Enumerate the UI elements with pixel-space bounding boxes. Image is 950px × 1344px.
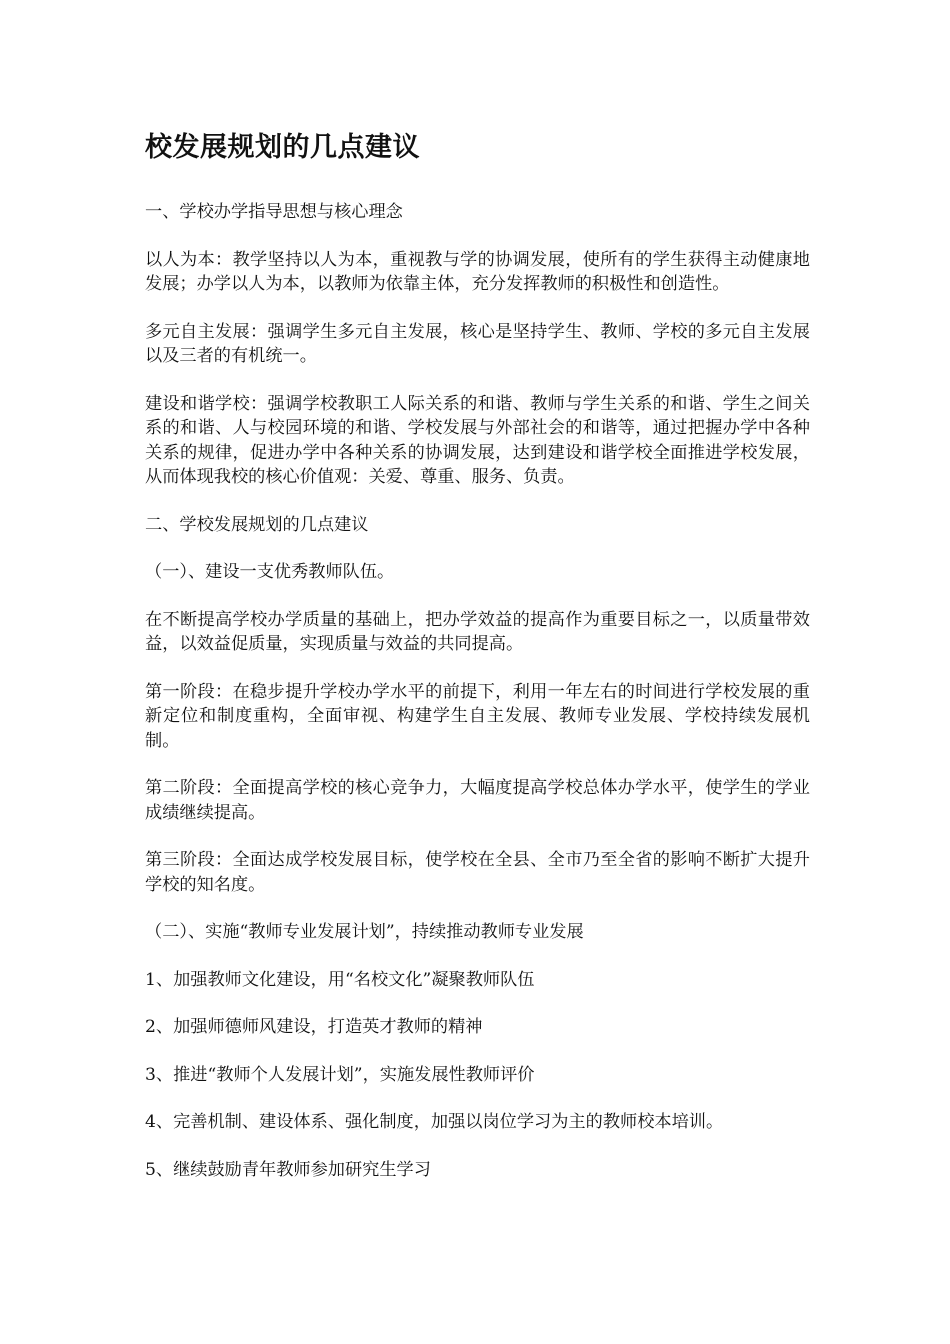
list-item-1: 1、加强教师文化建设，用“名校文化”凝聚教师队伍 bbox=[145, 969, 535, 990]
paragraph-stage-2: 第二阶段：全面提高学校的核心竞争力，大幅度提高学校总体办学水平，使学生的学业成绩继续提高。 bbox=[145, 778, 810, 823]
paragraph-quality-efficiency: 在不断提高学校办学质量的基础上，把办学效益的提高作为重要目标之一，以质量带效益，以效益促质量，实现质量与效益的共同提高。 bbox=[145, 609, 810, 654]
document-page bbox=[145, 128, 810, 1205]
subsection-heading-1: （一）、建设一支优秀教师队伍。 bbox=[145, 562, 395, 582]
list-item-5: 5、继续鼓励青年教师参加研究生学习 bbox=[145, 1159, 431, 1180]
subsection-heading-2: （二）、实施“教师专业发展计划”，持续推动教师专业发展 bbox=[145, 922, 584, 942]
section-heading-2: 二、学校发展规划的几点建议 bbox=[145, 514, 369, 535]
list-item-2: 2、加强师德师风建设，打造英才教师的精神 bbox=[145, 1017, 483, 1037]
list-item-4: 4、完善机制、建设体系、强化制度，加强以岗位学习为主的教师校本培训。 bbox=[145, 1112, 724, 1132]
paragraph-harmonious-school: 建设和谐学校：强调学校教职工人际关系的和谐、教师与学生关系的和谐、学生之间关系的和谐、人与校园环境的和谐、学校发展与外部社会的和谐等，通过把握办学中各种关系的规律，促进办学中各种关系的协调发展，达到建设和谐学校全面推进学校发展，从而体现我校的核心价值观：关爱、尊重、服务、负责。 bbox=[145, 393, 810, 487]
paragraph-stage-3: 第三阶段：全面达成学校发展目标，使学校在全县、全市乃至全省的影响不断扩大提升学校的知名度。 bbox=[145, 850, 810, 895]
section-heading-1: 一、学校办学指导思想与核心理念 bbox=[145, 202, 403, 222]
paragraph-multi-development: 多元自主发展：强调学生多元自主发展，核心是坚持学生、教师、学校的多元自主发展以及三者的有机统一。 bbox=[145, 321, 810, 366]
paragraph-stage-1: 第一阶段：在稳步提升学校办学水平的前提下，利用一年左右的时间进行学校发展的重新定位和制度重构，全面审视、构建学生自主发展、教师专业发展、学校持续发展机制。 bbox=[145, 681, 810, 751]
document-title: 校发展规划的几点建议 bbox=[145, 132, 420, 163]
list-item-3: 3、推进“教师个人发展计划”，实施发展性教师评价 bbox=[145, 1064, 535, 1085]
paragraph-people-oriented: 以人为本：教学坚持以人为本，重视教与学的协调发展，使所有的学生获得主动健康地发展；办学以人为本，以教师为依靠主体，充分发挥教师的积极性和创造性。 bbox=[145, 249, 810, 294]
